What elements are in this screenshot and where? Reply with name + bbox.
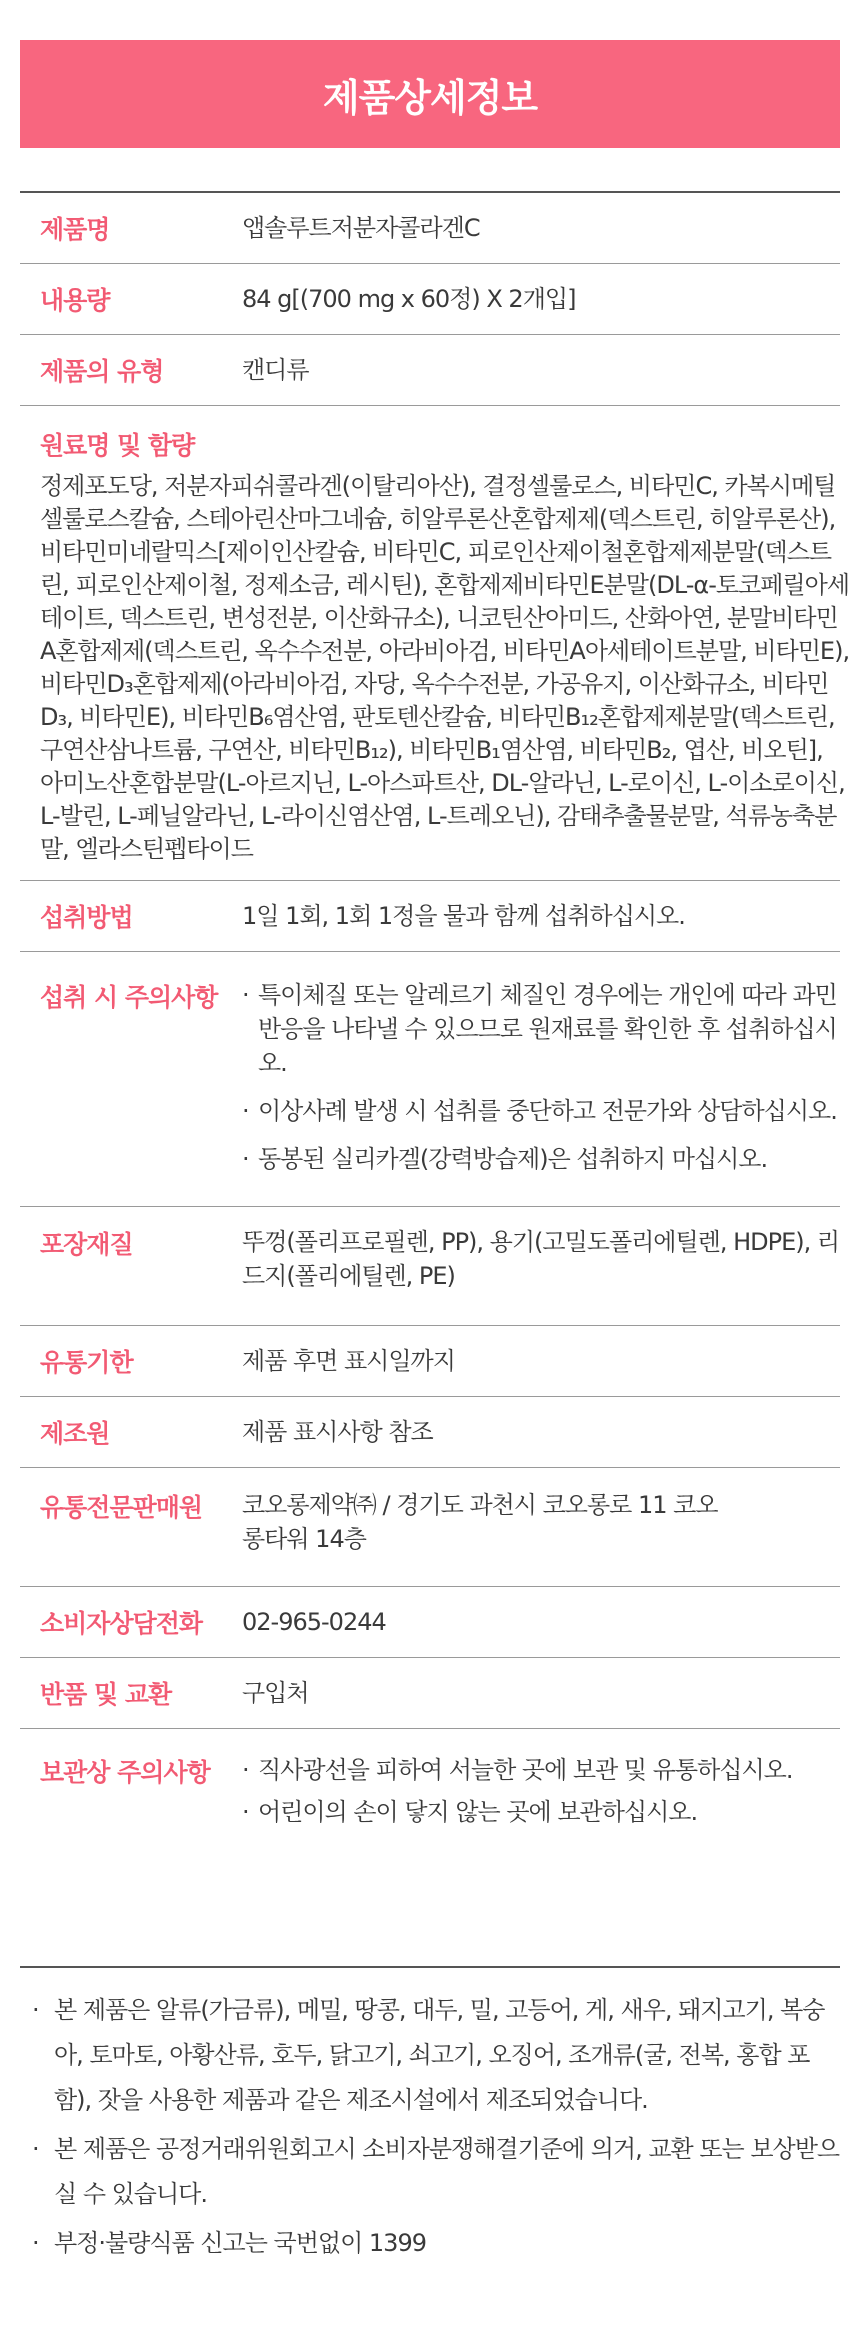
row-returns bbox=[20, 1658, 840, 1729]
value-expiry: 제품 후면 표시일까지 bbox=[242, 1347, 455, 1375]
label-packaging: 포장재질 bbox=[40, 1230, 133, 1259]
row-phone bbox=[20, 1587, 840, 1658]
value-phone: 02-965-0244 bbox=[242, 1608, 386, 1636]
label-caution: 섭취 시 주의사항 bbox=[40, 983, 218, 1012]
caution-item: · 특이체질 또는 알레르기 체질인 경우에는 개인에 따라 과민반응을 나타낼 수 있으므로 원재료를 확인한 후 섭취하십시오. bbox=[242, 978, 840, 1080]
value-ingredients: 정제포도당, 저분자피쉬콜라겐(이탈리아산), 결정셀룰로스, 비타민C, 카복시메틸셀룰로스칼슘, 스테아린산마그네슘, 히알루론산혼합제제(덱스트린, 히알루론산), 비타민미네랄믹스[제이인산칼슘, 비타민C, 피로인산제이철혼합제제분말(덱스트린, 피로인산제이철, 정제소금, 레시틴), 혼합제제비타민E분말(DL-α-토코페릴아세테이트, 덱스트린, 변성전분, 이산화규소), 니코틴산아미드, 산화아연, 분말비타민A혼합제제(덱스트린, 옥수수전분, 아라비아검, 비타민A아세테이트분말, 비타민E), 비타민D₃혼합제제(아라비아검, 자당, 옥수수전분, 가공유지, 이산화규소, 비타민D₃, 비타민E), 비타민B₆염산염, 판토텐산칼슘, 비타민B₁₂혼합제제분말(덱스트린, 구연산삼나트륨, 구연산, 비타민B₁₂), 비타민B₁염산염, 비타민B₂, 엽산, 비오틴], 아미노산혼합분말(L-아르지닌, L-아스파트산, DL-알라닌, L-로이신, L-이소로이신, L-발린, L-페닐알라닌, L-라이신염산염, L-트레오닌), 감태추출물분말, 석류농축분말, 엘라스틴펩타이드 bbox=[40, 472, 850, 863]
value-returns: 구입처 bbox=[242, 1679, 309, 1707]
caution-list bbox=[242, 978, 840, 1176]
label-storage: 보관상 주의사항 bbox=[40, 1758, 210, 1787]
value-manufacturer: 제품 표시사항 참조 bbox=[242, 1418, 433, 1446]
label-type: 제품의 유형 bbox=[40, 357, 164, 386]
row-packaging bbox=[20, 1207, 840, 1326]
label-intake: 섭취방법 bbox=[40, 903, 133, 932]
label-manufacturer: 제조원 bbox=[40, 1419, 110, 1448]
notes-list bbox=[20, 1988, 840, 2266]
value-distributor: 코오롱제약㈜ / 경기도 과천시 코오롱로 11 코오롱타워 14층 bbox=[242, 1491, 718, 1553]
note-item: · 부정·불량식품 신고는 국번없이 1399 bbox=[32, 2221, 840, 2266]
label-volume: 내용량 bbox=[40, 286, 110, 315]
value-storage bbox=[242, 1753, 840, 1837]
storage-item: · 어린이의 손이 닿지 않는 곳에 보관하십시오. bbox=[242, 1795, 840, 1829]
caution-item: · 동봉된 실리카겔(강력방습제)은 섭취하지 마십시오. bbox=[242, 1142, 840, 1176]
label-expiry: 유통기한 bbox=[40, 1348, 133, 1377]
label-distributor: 유통전문판매원 bbox=[40, 1493, 203, 1522]
row-volume bbox=[20, 264, 840, 335]
product-info-table bbox=[20, 191, 850, 1859]
row-storage bbox=[20, 1729, 840, 1859]
label-product-name: 제품명 bbox=[40, 215, 110, 244]
row-manufacturer bbox=[20, 1397, 840, 1468]
value-packaging: 뚜껑(폴리프로필렌, PP), 용기(고밀도폴리에틸렌, HDPE), 리드지(폴리에틸렌, PE) bbox=[242, 1228, 840, 1290]
row-type bbox=[20, 335, 840, 406]
row-distributor bbox=[20, 1468, 840, 1587]
note-item: · 본 제품은 공정거래위원회고시 소비자분쟁해결기준에 의거, 교환 또는 보상받으실 수 있습니다. bbox=[32, 2127, 840, 2217]
label-returns: 반품 및 교환 bbox=[40, 1680, 172, 1709]
value-volume: 84 g[(700 mg x 60정) X 2개입] bbox=[242, 285, 576, 313]
label-ingredients: 원료명 및 함량 bbox=[40, 431, 195, 460]
row-intake bbox=[20, 881, 840, 952]
label-phone: 소비자상담전화 bbox=[40, 1609, 203, 1638]
value-intake: 1일 1회, 1회 1정을 물과 함께 섭취하십시오. bbox=[242, 902, 685, 930]
row-product-name bbox=[20, 193, 840, 264]
value-product-name: 앱솔루트저분자콜라겐C bbox=[242, 214, 480, 242]
storage-item: · 직사광선을 피하여 서늘한 곳에 보관 및 유통하십시오. bbox=[242, 1753, 840, 1787]
storage-list bbox=[242, 1753, 840, 1829]
value-caution bbox=[242, 978, 840, 1190]
header-banner bbox=[20, 40, 840, 148]
notes-section bbox=[20, 1966, 840, 2270]
note-item: · 본 제품은 알류(가금류), 메밀, 땅콩, 대두, 밀, 고등어, 게, 새우, 돼지고기, 복숭아, 토마토, 아황산류, 호두, 닭고기, 쇠고기, 오징어, 조개류(굴, 전복, 홍합 포함), 잣을 사용한 제품과 같은 제조시설에서 제조되었습니다. bbox=[32, 1988, 840, 2123]
row-expiry bbox=[20, 1326, 840, 1397]
row-caution bbox=[20, 952, 840, 1207]
page-title: 제품상세정보 bbox=[322, 75, 538, 120]
caution-item: · 이상사례 발생 시 섭취를 중단하고 전문가와 상담하십시오. bbox=[242, 1094, 840, 1128]
value-type: 캔디류 bbox=[242, 356, 309, 384]
row-ingredients bbox=[20, 406, 850, 881]
